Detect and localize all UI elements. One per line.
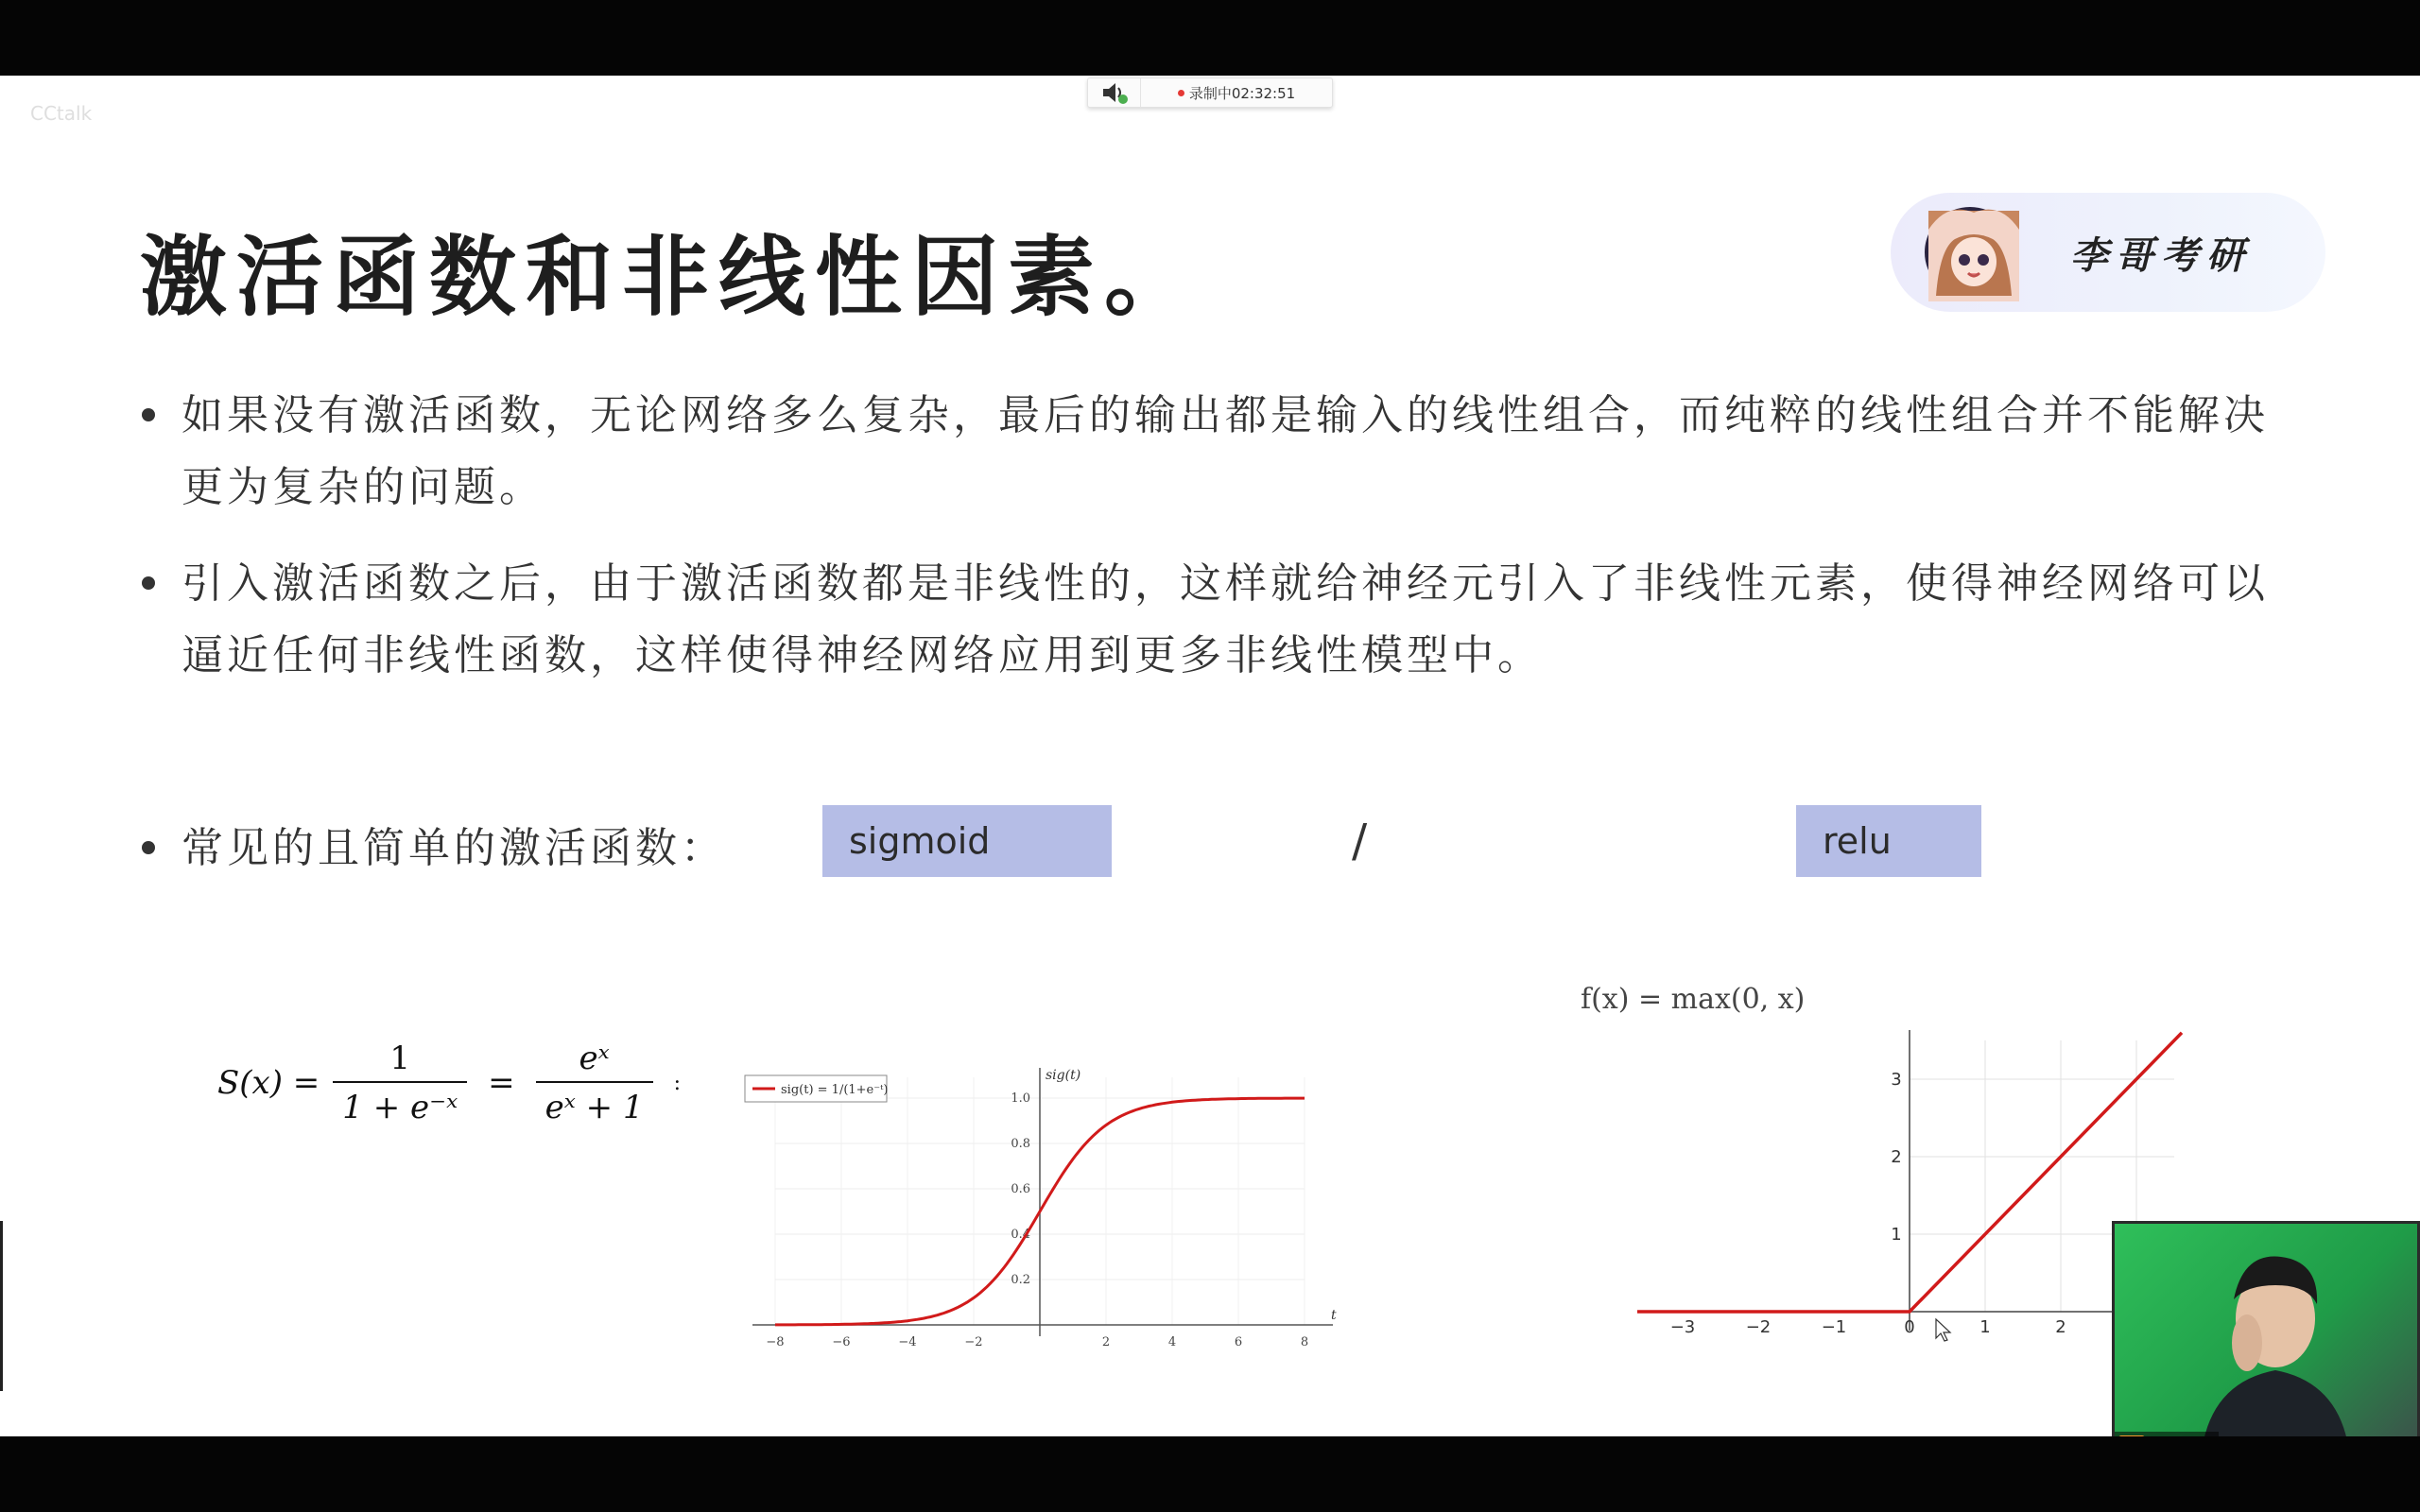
letterbox-bottom (0, 1436, 2420, 1512)
x-tick-label: 6 (1234, 1335, 1243, 1349)
y-tick-label: 0.8 (1011, 1137, 1030, 1151)
y-tick-label: 1 (1891, 1225, 1902, 1245)
recording-status (1141, 83, 1332, 103)
x-tick-label: 1 (1979, 1317, 1991, 1337)
slide-title: 激活函数和非线性因素。 (140, 226, 1201, 328)
formula-denominator: 1 + e⁻ˣ (333, 1081, 467, 1126)
formula-equals: = (488, 1064, 515, 1102)
webcam-feed[interactable] (2112, 1221, 2420, 1469)
bullet-dot (142, 408, 155, 421)
avatar (1925, 207, 2015, 298)
legend-label: sig(t) = 1/(1+e⁻ᵗ) (781, 1083, 889, 1097)
bullet-text: 引入激活函数之后，由于激活函数都是非线性的，这样就给神经元引入了非线性元素，使得神经网络可以逼近任何非线性函数，这样使得神经网络应用到更多非线性模型中。 (182, 559, 2269, 679)
bullet-text: 常见的且简单的激活函数： (182, 824, 726, 872)
y-tick-label: 0.4 (1011, 1228, 1030, 1242)
y-axis-label: sig(t) (1046, 1068, 1081, 1083)
tag-relu: relu (1796, 805, 1981, 877)
slide (0, 76, 2420, 1436)
mouse-cursor-icon (1936, 1319, 1950, 1341)
left-edge-bar (0, 1221, 3, 1391)
anime-girl-icon (1928, 211, 2019, 301)
y-tick-label: 2 (1891, 1147, 1902, 1167)
sigmoid-chart (718, 1058, 1361, 1361)
y-tick-label: 3 (1891, 1070, 1902, 1090)
formula-numerator: eˣ (579, 1040, 610, 1077)
tag-separator: / (1352, 815, 1368, 868)
x-tick-label: −2 (1745, 1317, 1772, 1337)
x-tick-label: 2 (1101, 1335, 1111, 1349)
x-tick-label: 4 (1167, 1335, 1177, 1349)
formula-denominator: eˣ + 1 (536, 1081, 653, 1126)
letterbox-top (0, 0, 2420, 76)
bullet-text: 如果没有激活函数，无论网络多么复杂，最后的输出都是输入的线性组合，而纯粹的线性组合并不能解决更为复杂的问题。 (182, 391, 2269, 511)
brand-name: 李哥考研 (2070, 233, 2252, 278)
brand-badge (1891, 193, 2325, 312)
formula-lhs: S(x) = (217, 1064, 320, 1102)
watermark: CCtalk (30, 102, 93, 125)
x-tick-label: −1 (1821, 1317, 1847, 1337)
x-tick-label: −8 (766, 1335, 785, 1349)
bullet-dot (142, 576, 155, 590)
y-tick-label: 0.6 (1011, 1182, 1030, 1196)
x-tick-label: 8 (1300, 1335, 1309, 1349)
formula-fraction-2 (536, 1040, 653, 1126)
x-tick-label: −3 (1669, 1317, 1696, 1337)
relu-formula: f(x) = max(0, x) (1581, 983, 1806, 1016)
x-tick-label: −6 (832, 1335, 851, 1349)
chart-legend (745, 1075, 888, 1102)
x-tick-label: 2 (2055, 1317, 2066, 1337)
x-tick-label: −4 (898, 1335, 917, 1349)
y-tick-label: 0.2 (1011, 1273, 1030, 1287)
bullet-dot (142, 841, 155, 854)
y-tick-label: 1.0 (1011, 1091, 1030, 1106)
bullet-1 (142, 380, 2290, 524)
recording-dot-icon (1178, 90, 1184, 96)
bullet-2 (142, 548, 2290, 692)
speaker-button[interactable] (1088, 78, 1141, 107)
formula-numerator: 1 (389, 1040, 411, 1077)
x-axis-label: t (1331, 1308, 1337, 1323)
x-tick-label: −2 (964, 1335, 983, 1349)
formula-tail: : (673, 1071, 682, 1095)
sigmoid-formula (217, 1040, 688, 1126)
recording-time: 录制中02:32:51 (1188, 84, 1296, 102)
x-tick-label: 0 (1904, 1317, 1915, 1337)
formula-fraction-1 (333, 1040, 467, 1126)
tag-sigmoid: sigmoid (822, 805, 1112, 877)
speaker-icon (1100, 80, 1129, 105)
bullet-3 (142, 813, 843, 885)
recording-bar (1087, 77, 1333, 108)
